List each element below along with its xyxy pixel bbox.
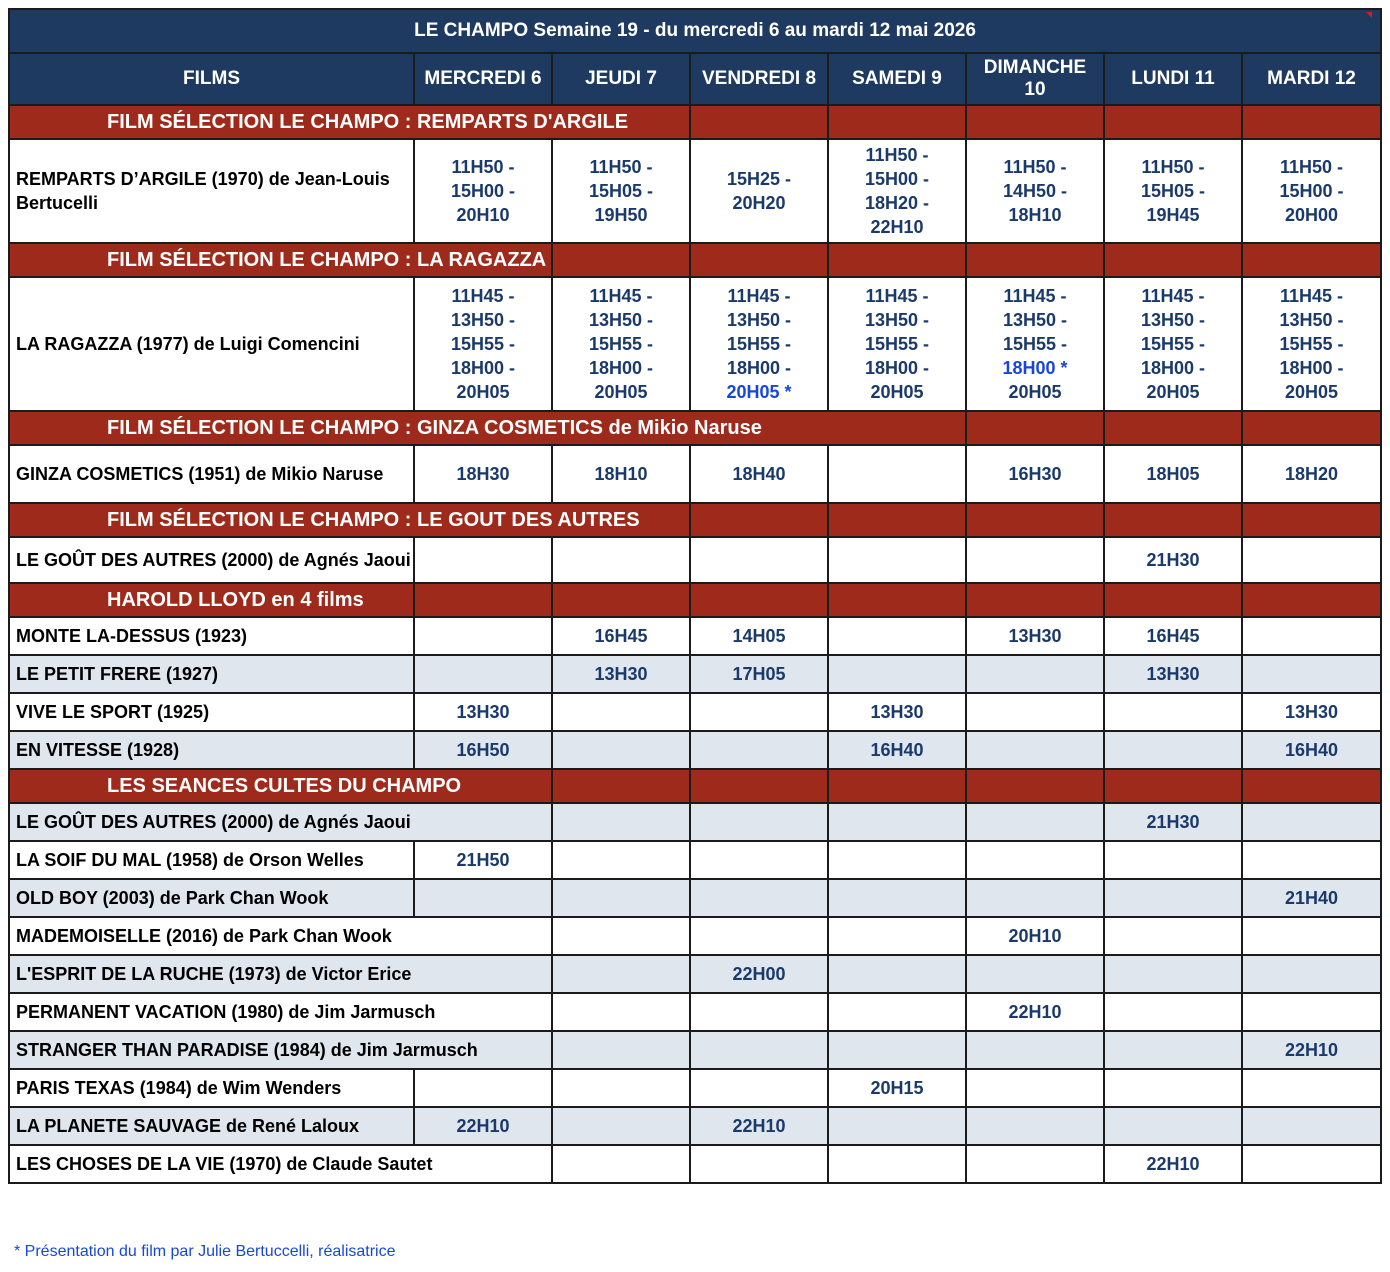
showtime: 13H30 — [594, 664, 648, 684]
header-day: MERCREDI 6 — [414, 53, 552, 105]
showtime: 11H45 - — [727, 286, 791, 306]
showtime: 13H30 — [456, 702, 510, 722]
showtime: 19H50 — [594, 205, 648, 225]
showtime: 20H05 — [1008, 382, 1062, 402]
showtime: 18H30 — [456, 464, 510, 484]
showtimes-cell — [1242, 993, 1381, 1031]
showtime: 15H55 - — [1002, 334, 1068, 354]
showtimes-cell — [414, 445, 552, 503]
showtimes-cell — [966, 1031, 1104, 1069]
showtime: 11H45 - — [1279, 286, 1344, 306]
showtimes-cell — [1104, 917, 1242, 955]
showtimes-cell — [966, 537, 1104, 583]
showtimes-cell — [966, 655, 1104, 693]
showtimes-cell — [1104, 445, 1242, 503]
showtime: 21H30 — [1146, 812, 1200, 832]
showtimes-cell — [828, 617, 966, 655]
showtimes-cell — [1104, 617, 1242, 655]
header-day: VENDREDI 8 — [690, 53, 828, 105]
showtime: 15H05 - — [1140, 181, 1206, 201]
showtimes-cell — [1242, 655, 1381, 693]
showtime: 20H20 — [732, 193, 786, 213]
showtimes-cell — [1242, 1031, 1381, 1069]
header-day: SAMEDI 9 — [828, 53, 966, 105]
showtimes-cell — [690, 731, 828, 769]
showtimes-cell — [828, 1069, 966, 1107]
corner-mark — [1366, 12, 1372, 18]
showtime: 22H10 — [456, 1116, 510, 1136]
showtime: 13H50 - — [588, 310, 654, 330]
film-title: LE PETIT FRERE (1927) — [9, 655, 414, 693]
showtimes-cell — [552, 139, 690, 243]
showtimes-cell — [966, 693, 1104, 731]
showtime: 13H50 - — [1002, 310, 1068, 330]
header-day: DIMANCHE 10 — [966, 53, 1104, 105]
showtime: 11H50 - — [451, 157, 515, 177]
showtimes-cell — [1104, 803, 1242, 841]
showtimes-cell — [414, 655, 552, 693]
schedule-frame — [8, 8, 1380, 1184]
showtimes-cell — [1242, 1069, 1381, 1107]
film-title: PERMANENT VACATION (1980) de Jim Jarmusch — [9, 993, 552, 1031]
showtime: 20H00 — [1284, 205, 1339, 225]
showtimes-cell — [828, 803, 966, 841]
film-title: LA RAGAZZA (1977) de Luigi Comencini — [9, 277, 414, 411]
showtime: 18H00 - — [726, 358, 792, 378]
header-day: MARDI 12 — [1242, 53, 1381, 105]
showtimes-cell — [1104, 731, 1242, 769]
showtimes-cell — [828, 879, 966, 917]
film-title: MONTE LA-DESSUS (1923) — [9, 617, 414, 655]
showtimes-cell — [690, 879, 828, 917]
showtime: 13H50 - — [864, 310, 930, 330]
showtime: 18H20 — [1284, 464, 1339, 484]
showtime: 18H40 — [732, 464, 786, 484]
showtime: 18H10 — [594, 464, 648, 484]
showtimes-cell — [966, 917, 1104, 955]
showtimes-cell — [1104, 1145, 1242, 1183]
showtimes-cell — [690, 445, 828, 503]
section-title: FILM SÉLECTION LE CHAMPO : LA RAGAZZA — [9, 243, 552, 277]
showtime: 11H45 - — [589, 286, 653, 306]
showtime: 20H05 — [870, 382, 924, 402]
showtimes-cell — [828, 537, 966, 583]
showtime: 15H55 - — [864, 334, 930, 354]
film-title: OLD BOY (2003) de Park Chan Wook — [9, 879, 414, 917]
showtimes-cell — [414, 693, 552, 731]
showtimes-cell — [828, 445, 966, 503]
film-title: LA PLANETE SAUVAGE de René Laloux — [9, 1107, 414, 1145]
film-title: LE GOÛT DES AUTRES (2000) de Agnés Jaoui — [9, 803, 552, 841]
showtime: 18H05 — [1146, 464, 1200, 484]
showtime: 15H25 - — [726, 169, 792, 189]
showtimes-cell — [966, 841, 1104, 879]
showtimes-cell — [552, 879, 690, 917]
showtimes-cell — [1104, 955, 1242, 993]
film-title: LE GOÛT DES AUTRES (2000) de Agnés Jaoui — [9, 537, 414, 583]
showtimes-cell — [966, 1107, 1104, 1145]
film-title: GINZA COSMETICS (1951) de Mikio Naruse — [9, 445, 414, 503]
showtime: 22H00 — [732, 964, 786, 984]
showtimes-cell — [1242, 445, 1381, 503]
showtimes-cell — [1104, 537, 1242, 583]
showtime: 22H10 — [1146, 1154, 1200, 1174]
showtime: 13H30 — [870, 702, 924, 722]
page-title: LE CHAMPO Semaine 19 - du mercredi 6 au mardi 12 mai 2026 — [9, 9, 1381, 53]
showtimes-cell — [1242, 537, 1381, 583]
showtimes-cell — [828, 277, 966, 411]
showtimes-cell — [1104, 879, 1242, 917]
showtime: 21H40 — [1284, 888, 1339, 908]
film-title: EN VITESSE (1928) — [9, 731, 414, 769]
showtime: 17H05 — [732, 664, 786, 684]
showtime: 20H05 — [456, 382, 510, 402]
showtimes-cell — [552, 841, 690, 879]
showtimes-cell — [690, 803, 828, 841]
showtime: 15H05 - — [588, 181, 654, 201]
film-title: MADEMOISELLE (2016) de Park Chan Wook — [9, 917, 552, 955]
showtimes-cell — [552, 1107, 690, 1145]
showtime: 18H20 - — [864, 193, 930, 213]
film-title: LES CHOSES DE LA VIE (1970) de Claude Sautet — [9, 1145, 552, 1183]
showtime: 16H45 — [594, 626, 648, 646]
showtimes-cell — [552, 1031, 690, 1069]
showtime: 18H10 — [1008, 205, 1062, 225]
showtime: 20H05 — [594, 382, 648, 402]
section-title: FILM SÉLECTION LE CHAMPO : LE GOUT DES AUTRES — [9, 503, 690, 537]
showtime: 20H05 — [1146, 382, 1200, 402]
showtimes-cell — [828, 841, 966, 879]
showtime: 22H10 — [732, 1116, 786, 1136]
showtime: 16H45 — [1146, 626, 1200, 646]
showtimes-cell — [690, 139, 828, 243]
showtimes-cell — [828, 655, 966, 693]
showtimes-cell — [1242, 277, 1381, 411]
showtime: 13H50 - — [726, 310, 792, 330]
showtimes-cell — [414, 841, 552, 879]
showtimes-cell — [1104, 1069, 1242, 1107]
showtime: 11H45 - — [1003, 286, 1067, 306]
showtimes-cell — [552, 955, 690, 993]
showtimes-cell — [552, 1069, 690, 1107]
showtime: 15H55 - — [726, 334, 792, 354]
showtimes-cell — [966, 803, 1104, 841]
showtime: 19H45 — [1146, 205, 1200, 225]
showtime: 20H10 — [1008, 926, 1062, 946]
showtimes-cell — [828, 1145, 966, 1183]
showtimes-cell — [1242, 1145, 1381, 1183]
showtimes-cell — [1104, 993, 1242, 1031]
showtimes-cell — [690, 277, 828, 411]
showtimes-cell — [552, 277, 690, 411]
showtime: 21H30 — [1146, 550, 1200, 570]
showtime: 11H45 - — [865, 286, 929, 306]
showtime: 16H50 — [456, 740, 510, 760]
showtime: 16H40 — [1284, 740, 1339, 760]
showtimes-cell — [552, 1145, 690, 1183]
showtimes-cell — [828, 693, 966, 731]
showtimes-cell — [966, 731, 1104, 769]
showtime: 15H55 - — [1279, 334, 1344, 354]
showtime: 16H40 — [870, 740, 924, 760]
showtimes-cell — [552, 617, 690, 655]
showtimes-cell — [414, 1107, 552, 1145]
showtimes-cell — [414, 1069, 552, 1107]
showtimes-cell — [1104, 139, 1242, 243]
showtimes-cell — [1104, 841, 1242, 879]
showtime: 18H00 - — [1140, 358, 1206, 378]
showtime: 18H00 - — [864, 358, 930, 378]
showtimes-cell — [1242, 803, 1381, 841]
showtimes-cell — [1104, 1031, 1242, 1069]
showtimes-cell — [1242, 917, 1381, 955]
showtimes-cell — [690, 917, 828, 955]
showtimes-cell — [828, 1107, 966, 1145]
showtimes-cell — [966, 879, 1104, 917]
showtimes-cell — [690, 841, 828, 879]
showtimes-cell — [690, 537, 828, 583]
showtime: 13H50 - — [1140, 310, 1206, 330]
section-title: HAROLD LLOYD en 4 films — [9, 583, 414, 617]
showtimes-cell — [414, 537, 552, 583]
showtime: 21H50 — [456, 850, 510, 870]
showtime: 15H00 - — [1279, 181, 1344, 201]
showtimes-cell — [690, 993, 828, 1031]
showtime: 14H50 - — [1002, 181, 1068, 201]
showtimes-cell — [690, 1145, 828, 1183]
showtime: 11H45 - — [1141, 286, 1205, 306]
showtimes-cell — [1104, 693, 1242, 731]
showtimes-cell — [552, 655, 690, 693]
showtime: 16H30 — [1008, 464, 1062, 484]
footnote: * Présentation du film par Julie Bertuccelli, réalisatrice — [14, 1243, 396, 1260]
film-title: L'ESPRIT DE LA RUCHE (1973) de Victor Erice — [9, 955, 552, 993]
showtime: 20H05 * — [726, 382, 792, 402]
showtime: 22H10 — [870, 217, 924, 237]
showtime: 18H00 - — [450, 358, 516, 378]
showtimes-cell — [414, 139, 552, 243]
showtimes-cell — [414, 879, 552, 917]
showtimes-cell — [966, 1145, 1104, 1183]
showtime: 22H10 — [1284, 1040, 1339, 1060]
header-day: LUNDI 11 — [1104, 53, 1242, 105]
showtime: 18H00 - — [588, 358, 654, 378]
section-title: FILM SÉLECTION LE CHAMPO : REMPARTS D'ARGILE — [9, 105, 690, 139]
showtimes-cell — [828, 917, 966, 955]
showtimes-cell — [1242, 1107, 1381, 1145]
showtimes-cell — [690, 617, 828, 655]
section-title: FILM SÉLECTION LE CHAMPO : GINZA COSMETICS de Mikio Naruse — [9, 411, 966, 445]
showtime: 15H55 - — [1140, 334, 1206, 354]
showtime: 18H00 * — [1002, 358, 1068, 378]
showtime: 15H00 - — [864, 169, 930, 189]
showtimes-cell — [828, 993, 966, 1031]
film-title: LA SOIF DU MAL (1958) de Orson Welles — [9, 841, 414, 879]
showtime: 11H50 - — [865, 145, 929, 165]
showtimes-cell — [414, 277, 552, 411]
showtimes-cell — [690, 693, 828, 731]
showtime: 13H30 — [1008, 626, 1062, 646]
showtime: 11H50 - — [1141, 157, 1205, 177]
showtimes-cell — [690, 1031, 828, 1069]
showtimes-cell — [966, 277, 1104, 411]
showtimes-cell — [552, 993, 690, 1031]
film-title: STRANGER THAN PARADISE (1984) de Jim Jarmusch — [9, 1031, 552, 1069]
showtimes-cell — [1104, 1107, 1242, 1145]
showtimes-cell — [690, 655, 828, 693]
showtimes-cell — [1242, 139, 1381, 243]
showtime: 22H10 — [1008, 1002, 1062, 1022]
film-title: REMPARTS D’ARGILE (1970) de Jean-Louis Bertucelli — [9, 139, 414, 243]
showtimes-cell — [966, 955, 1104, 993]
film-title: PARIS TEXAS (1984) de Wim Wenders — [9, 1069, 414, 1107]
section-title: LES SEANCES CULTES DU CHAMPO — [9, 769, 552, 803]
showtime: 13H30 — [1284, 702, 1339, 722]
showtimes-cell — [552, 917, 690, 955]
showtime: 13H30 — [1146, 664, 1200, 684]
showtime: 14H05 — [732, 626, 786, 646]
showtimes-cell — [966, 139, 1104, 243]
schedule-table — [8, 8, 1382, 1184]
showtimes-cell — [1242, 955, 1381, 993]
showtime: 11H50 - — [1279, 157, 1344, 177]
showtime: 15H55 - — [588, 334, 654, 354]
showtime: 15H55 - — [450, 334, 516, 354]
showtimes-cell — [690, 955, 828, 993]
showtimes-cell — [828, 139, 966, 243]
showtime: 11H50 - — [589, 157, 653, 177]
showtimes-cell — [966, 1069, 1104, 1107]
showtimes-cell — [1242, 879, 1381, 917]
film-title: VIVE LE SPORT (1925) — [9, 693, 414, 731]
showtime: 20H10 — [456, 205, 510, 225]
showtimes-cell — [828, 955, 966, 993]
showtimes-cell — [1242, 731, 1381, 769]
showtime: 20H15 — [870, 1078, 924, 1098]
showtimes-cell — [1242, 841, 1381, 879]
showtimes-cell — [1104, 655, 1242, 693]
showtimes-cell — [414, 731, 552, 769]
showtimes-cell — [1242, 693, 1381, 731]
showtime: 11H45 - — [451, 286, 515, 306]
showtime: 11H50 - — [1003, 157, 1067, 177]
showtimes-cell — [414, 617, 552, 655]
showtimes-cell — [966, 617, 1104, 655]
showtimes-cell — [552, 803, 690, 841]
showtimes-cell — [552, 731, 690, 769]
showtime: 13H50 - — [450, 310, 516, 330]
showtimes-cell — [828, 1031, 966, 1069]
showtime: 18H00 - — [1279, 358, 1344, 378]
showtime: 15H00 - — [450, 181, 516, 201]
showtimes-cell — [552, 537, 690, 583]
showtimes-cell — [552, 693, 690, 731]
showtimes-cell — [966, 445, 1104, 503]
showtimes-cell — [966, 993, 1104, 1031]
showtime: 13H50 - — [1279, 310, 1344, 330]
header-day: JEUDI 7 — [552, 53, 690, 105]
showtime: 20H05 — [1284, 382, 1339, 402]
showtimes-cell — [1104, 277, 1242, 411]
showtimes-cell — [828, 731, 966, 769]
showtimes-cell — [690, 1107, 828, 1145]
header-films: FILMS — [9, 53, 414, 105]
showtimes-cell — [690, 1069, 828, 1107]
showtimes-cell — [552, 445, 690, 503]
showtimes-cell — [1242, 617, 1381, 655]
